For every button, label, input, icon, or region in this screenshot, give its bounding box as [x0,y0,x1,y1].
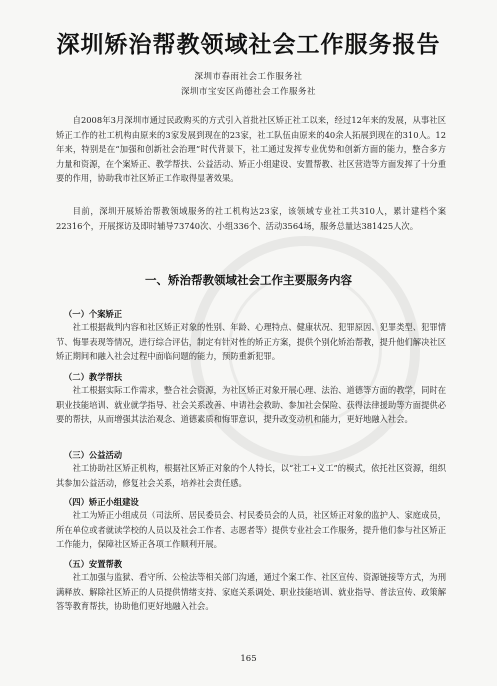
subsection-heading-2: （二）教学帮扶 [64,372,123,382]
subsection-heading-5: （五）安置帮教 [64,559,123,569]
section-title: 一、矫治帮教领域社会工作主要服务内容 [145,273,352,287]
subsection-heading-4: （四）矫正小组建设 [64,497,139,507]
intro-paragraph-2: 目前，深圳开展矫治帮教领域服务的社工机构达23家，该领域专业社工共310人，累计建档个案22316个，开展探访及即时辅导73740次、小组336个、活动3564场，服务总量达381425人次。 [56,206,446,231]
author-1: 深圳市春雨社会工作服务社 [194,72,303,82]
subsection-body-1: 社工根据裁判内容和社区矫正对象的性别、年龄、心理特点、健康状况、犯罪原因、犯罪类型、犯罪情节、悔罪表现等情况，进行综合评估，制定有针对性的矫正方案，提供个别化矫治帮教，提升他们解决社区矫正期间和融入社会过程中面临问题的能力，预防重新犯罪。 [56,322,446,361]
subsection-body-3: 社工协助社区矫正机构，根据社区矫正对象的个人特长，以“社工+义工”的模式，依托社区资源，组织其参加公益活动，修复社会关系，培养社会责任感。 [56,463,446,488]
subsection-heading-3: （三）公益活动 [64,450,123,460]
author-2: 深圳市宝安区尚德社会工作服务社 [180,87,316,97]
subsection-heading-1: （一）个案矫正 [64,309,123,319]
subsection-body-4: 社工为矫正小组成员（司法所、居民委员会、村民委员会的人员，社区矫正对象的监护人、家庭成员，所在单位或者就读学校的人员以及社会工作者、志愿者等）提供专业社会工作服务，提升他们参与社区矫正工作能力，保障社区矫正各项工作顺利开展。 [56,510,446,549]
page-number: 165 [240,654,257,664]
report-title: 深圳矫治帮教领域社会工作服务报告 [56,32,441,58]
subsection-body-5: 社工加强与监狱、看守所、公检法等相关部门沟通，通过个案工作、社区宣传、资源链接等方式，为刑满释放、解除社区矫正的人员提供情绪支持、家庭关系调处、职业技能培训、就业指导、普法宣传、政策解答等教育帮扶，协助他们更好地融入社会。 [56,572,446,611]
intro-paragraph-1: 自2008年3月深圳市通过民政购买的方式引入首批社区矫正社工以来，经过12年来的发展，从事社区矫正工作的社工机构由原来的3家发展到现在的23家，社工队伍由原来的40余人拓展到现在的310人。12年来，特别是在“加强和创新社会治理”时代背景下，社工通过发挥专业优势和创新方面的能力，整合多方力量和资源，在个案矫正、教学帮扶、公益活动、矫正小组建设、安置帮教、社区营造等方面发挥了十分重要的作用，协助我市社区矫正工作取得显著效果。 [56,115,446,183]
subsection-body-2: 社工根据实际工作需求，整合社会资源，为社区矫正对象开展心理、法治、道德等方面的教学，同时在职业技能培训、就业就学指导、社会关系改善、申请社会救助、参加社会保险、获得法律援助等方面提供必要的帮扶，从而增强其法治观念、道德素质和悔罪意识，提升改变动机和能力，更好地融入社会。 [56,385,446,424]
